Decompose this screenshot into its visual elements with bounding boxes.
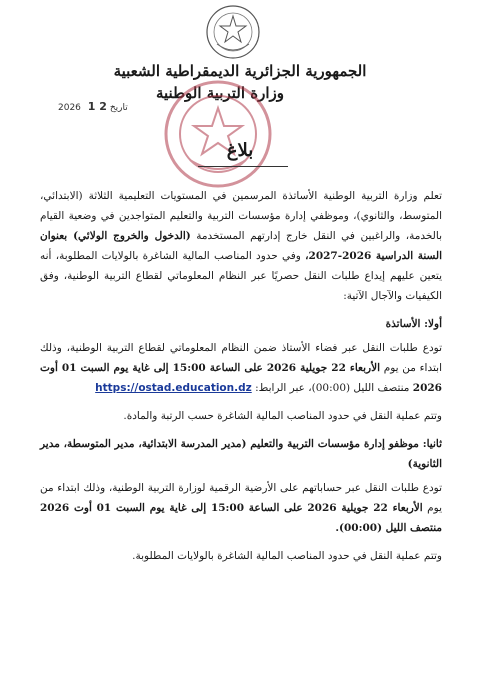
ostad-link[interactable]: https://ostad.education.dz xyxy=(95,382,252,394)
national-emblem-icon xyxy=(205,4,261,60)
section2-note: وتتم عملية النقل في حدود المناصب المالية الشاغرة بالولايات المطلوبة. xyxy=(132,550,442,562)
ministry-name: وزارة التربية الوطنية xyxy=(155,84,284,102)
date-year: 2026 xyxy=(58,103,81,113)
section2-heading: ثانيا: موظفو إدارة مؤسسات التربية والتعليم (مدير المدرسة الابتدائية، مدير المتوسطة، مدير الثانوية) xyxy=(40,438,442,470)
date-label: تاريخ xyxy=(109,103,128,113)
date-value: 2 1 xyxy=(87,100,107,113)
intro-paragraph: تعلم وزارة التربية الوطنية الأساتذة المرسمين في المستويات التعليمية الثلاثة (الابتدائي، المتوسط، والثانوي)، وموظفي إدارة مؤسسات التربية والتعليم المتواجدين في وضعية القيام بالخدمة، والراغبين في النقل خارج إدارتهم المستخدمة (الدخول والخروج الولائي) بعنوان السنة الدراسية 2026-2027، وفي حدود المناصب المالية الشاغرة بالولايات المطلوبة، أنه يتعين عليهم إيداع طلبات النقل حصريًا عبر النظام المعلوماتي لقطاع التربية الوطنية، وفق الكيفيات والآجال الآتية: xyxy=(40,190,442,302)
section1-heading: أولا: الأساتذة xyxy=(385,318,442,330)
document-title: بلاغ xyxy=(226,140,254,161)
republic-name: الجمهورية الجزائرية الديمقراطية الشعبية xyxy=(113,62,367,80)
section1-paragraph: تودع طلبات النقل عبر فضاء الأستاذ ضمن النظام المعلوماتي لقطاع التربية الوطنية، وذلك ابتداء من يوم الأربعاء 22 جويلية 2026 على الساعة 15:00 إلى غاية يوم السبت 01 أوت 2026 منتصف الليل (00:00)، عبر الرابط: https://ostad.education.dz xyxy=(40,342,442,394)
section2-paragraph: تودع طلبات النقل عبر حساباتهم على الأرضية الرقمية لوزارة التربية الوطنية، وذلك ابتداء من يوم الأربعاء 22 جويلية 2026 على الساعة 15:00 إلى غاية يوم السبت 01 أوت 2026 منتصف الليل (00:00). xyxy=(40,482,443,534)
document-date xyxy=(58,100,128,113)
official-stamp-icon xyxy=(160,78,276,190)
title-underline xyxy=(198,166,288,167)
document-body xyxy=(40,186,442,574)
section1-note: وتتم عملية النقل في حدود المناصب المالية الشاغرة حسب الرتبة والمادة. xyxy=(123,410,442,422)
